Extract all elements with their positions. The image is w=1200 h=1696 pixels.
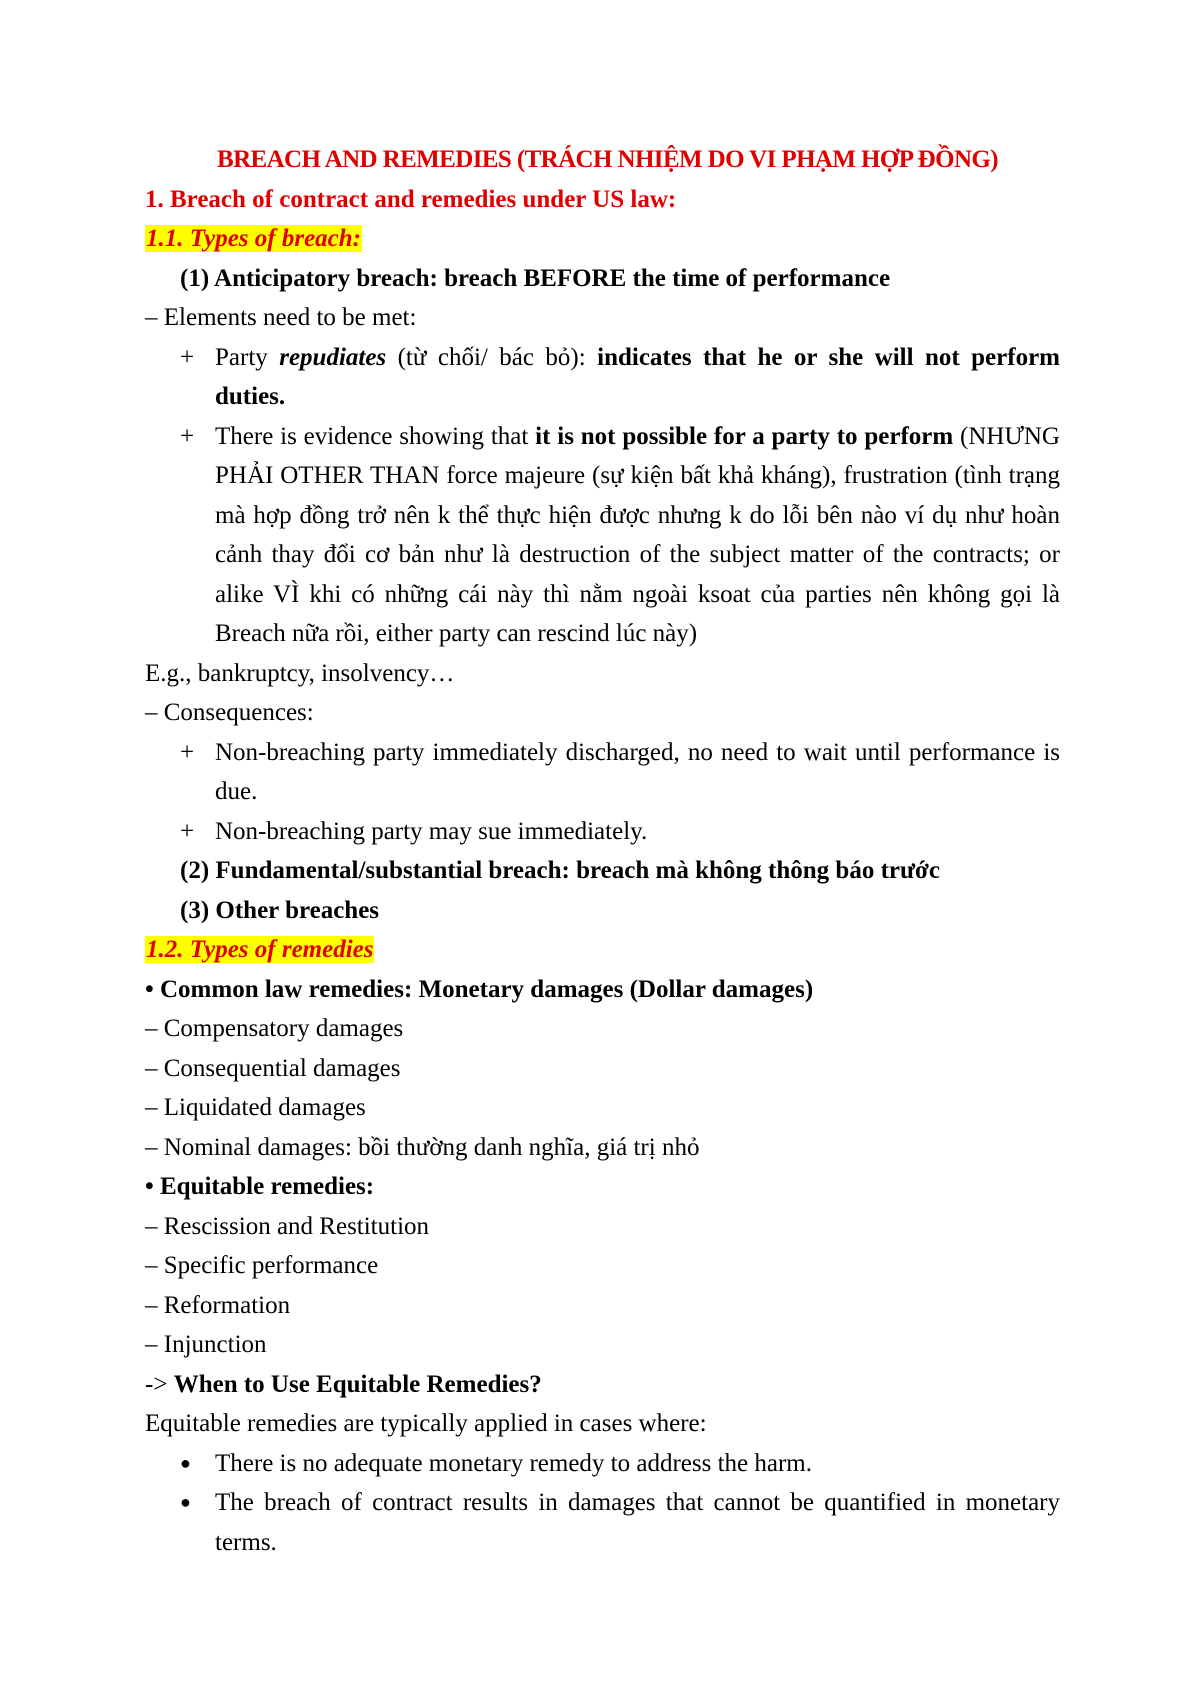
equitable-item: – Injunction [145, 1331, 267, 1358]
when-to-use-heading [145, 1365, 1060, 1405]
text-run-bold: it is not possible for a party to perform [535, 422, 954, 450]
applied-intro: Equitable remedies are typically applied in cases where: [145, 1410, 707, 1437]
plus-marker: + [180, 817, 195, 845]
consequences-label: – Consequences: [145, 699, 314, 726]
equitable-item: – Rescission and Restitution [145, 1212, 430, 1240]
damages-item: – Liquidated damages [145, 1094, 366, 1121]
element-text-2 [215, 417, 1060, 654]
element-item-1 [145, 338, 1060, 417]
plus-marker: + [180, 343, 195, 371]
section-1-1-heading-row [145, 219, 1060, 259]
element-text-1 [215, 338, 1060, 417]
text-run: (từ chối/ bác bỏ): [386, 343, 598, 371]
consequence-item-1 [145, 733, 1060, 812]
text-run: Party [215, 343, 280, 371]
text-run-bold-italic: repudiates [279, 343, 387, 371]
bullet-item-2 [145, 1483, 1060, 1562]
equitable-item: – Specific performance [145, 1252, 379, 1279]
bullet-item-1 [145, 1444, 1060, 1484]
document-page [145, 140, 1060, 1562]
document-title: BREACH AND REMEDIES (TRÁCH NHIỆM DO VI PHẠM HỢP ĐỒNG) [217, 146, 998, 173]
consequence-text-1: Non-breaching party immediately discharged, no need to wait until performance is due. [215, 738, 1060, 805]
bullet-text-1: There is no adequate monetary remedy to address the harm. [215, 1449, 812, 1477]
elements-label: – Elements need to be met: [145, 304, 417, 331]
fundamental-breach-heading: (2) Fundamental/substantial breach: breach mà không thông báo trước [180, 857, 940, 884]
bullet-dot-icon: ● [180, 1452, 191, 1473]
text-run: There is evidence showing that [215, 422, 536, 450]
damages-item: – Consequential damages [145, 1054, 401, 1082]
consequence-text-2: Non-breaching party may sue immediately. [215, 817, 648, 845]
equitable-item: – Reformation [145, 1291, 291, 1319]
text-run: (NHƯNG PHẢI OTHER THAN force majeure (sự kiện bất khả kháng), frustration (tình trạng mà hợp đồng trở nên k thể thực hiện được nhưng k do lỗi bên nào ví dụ như hoàn cảnh thay đổi cơ bản như là destruction of the subject matter of the contracts; or alike VÌ khi có những cái này thì nằm ngoài ksoat của parties nên không gọi là Breach nữa rồi, either party can rescind lúc này) [215, 422, 1060, 647]
section-1-2-heading: 1.2. Types of remedies [146, 936, 374, 963]
section-1-heading: 1. Breach of contract and remedies under US law: [145, 185, 677, 213]
plus-marker: + [180, 422, 195, 450]
text-run-bold: indicates that he or she will not perform duties. [215, 343, 1060, 410]
consequence-item-2 [145, 812, 1060, 852]
damages-item: – Compensatory damages [145, 1015, 404, 1042]
anticipatory-breach-heading: (1) Anticipatory breach: breach BEFORE the time of performance [180, 264, 891, 292]
other-breaches-heading: (3) Other breaches [180, 896, 380, 924]
bullet-dot-icon: ● [180, 1492, 191, 1512]
section-1-2-heading-row [145, 930, 1060, 970]
bullet-text-2: The breach of contract results in damages that cannot be quantified in monetary terms. [215, 1489, 1060, 1556]
damages-item: – Nominal damages: bồi thường danh nghĩa, giá trị nhỏ [145, 1133, 700, 1161]
when-to-use-text: When to Use Equitable Remedies? [173, 1370, 542, 1398]
plus-marker: + [180, 738, 195, 766]
section-1-1-heading: 1.1. Types of breach: [146, 225, 361, 252]
common-law-remedies-heading: • Common law remedies: Monetary damages (Dollar damages) [145, 975, 814, 1003]
equitable-remedies-heading: • Equitable remedies: [145, 1173, 375, 1200]
element-item-2 [145, 417, 1060, 654]
example-line: E.g., bankruptcy, insolvency… [145, 659, 455, 687]
arrow-prefix: -> [145, 1370, 174, 1398]
